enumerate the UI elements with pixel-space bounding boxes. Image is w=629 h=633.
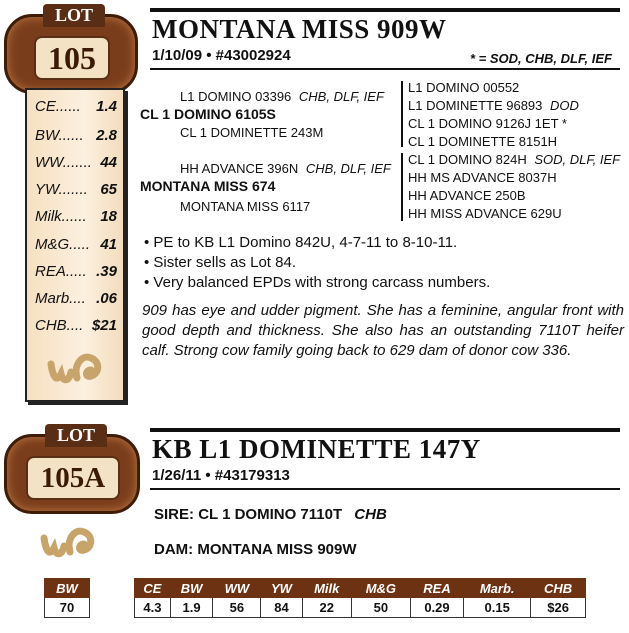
gen3-tag: DOD bbox=[550, 98, 579, 113]
epd-header: YW bbox=[261, 579, 302, 598]
pedigree-gen3 bbox=[408, 170, 557, 185]
lot-badge bbox=[4, 424, 138, 516]
gen3-name: HH MISS ADVANCE 629U bbox=[408, 206, 562, 221]
gen3-name: L1 DOMINO 00552 bbox=[408, 80, 520, 95]
epd-value: $21 bbox=[91, 317, 117, 334]
epd-value: 50 bbox=[351, 598, 410, 618]
pedigree-dam-sire bbox=[180, 161, 391, 176]
sire-name: CL 1 DOMINO 7110T bbox=[198, 506, 343, 523]
description: 909 has eye and udder pigment. She has a feminine, angular front with good depth and thickness. She also has an outstanding 7110T heifer calf. Strong cow family going back to 629 dam of donor cow 336. bbox=[142, 302, 624, 359]
gen3-name: CL 1 DOMINO 9126J 1ET * bbox=[408, 116, 567, 131]
lot-label: LOT bbox=[43, 4, 105, 27]
pedigree-gen3 bbox=[408, 188, 526, 203]
animal-name: KB L1 DOMINETTE 147Y bbox=[152, 434, 481, 464]
bw-header: BW bbox=[45, 579, 90, 598]
dam-sire-name: HH ADVANCE 396N bbox=[180, 161, 299, 176]
gen3-name: HH ADVANCE 250B bbox=[408, 188, 526, 203]
epd-value: 56 bbox=[213, 598, 261, 618]
dam-line bbox=[154, 541, 357, 558]
epd-label: CE...... bbox=[35, 98, 81, 115]
lot-number: 105 bbox=[34, 36, 110, 80]
epd-header: Marb. bbox=[464, 579, 531, 598]
epd-value: 44 bbox=[100, 154, 117, 171]
epd-label: M&G..... bbox=[35, 236, 91, 253]
pedigree-gen3 bbox=[408, 134, 557, 149]
bw-value: 70 bbox=[45, 598, 90, 618]
epd-table bbox=[134, 578, 586, 618]
epd-value: 65 bbox=[100, 181, 117, 198]
epd-value: .06 bbox=[96, 290, 117, 307]
epd-header: Milk bbox=[302, 579, 351, 598]
pedigree-divider bbox=[401, 81, 403, 147]
title-rule bbox=[150, 8, 620, 12]
epd-value: 2.8 bbox=[96, 127, 117, 144]
pedigree-gen3 bbox=[408, 80, 519, 95]
lot-number: 105A bbox=[26, 456, 120, 500]
gen3-tag: SOD, DLF, IEF bbox=[534, 152, 621, 167]
animal-name: MONTANA MISS 909W bbox=[152, 14, 447, 44]
ranch-brand-icon bbox=[47, 348, 107, 392]
epd-value: 1.4 bbox=[96, 98, 117, 115]
sire-tag: CHB bbox=[354, 506, 387, 523]
birth-date-registration: 1/10/09 • #43002924 bbox=[152, 47, 291, 64]
bullet-item: • Very balanced EPDs with strong carcass numbers. bbox=[144, 274, 491, 291]
gen3-name: HH MS ADVANCE 8037H bbox=[408, 170, 557, 185]
pedigree-gen3 bbox=[408, 98, 579, 113]
bullet-item: • Sister sells as Lot 84. bbox=[144, 254, 296, 271]
bullet-text: Sister sells as Lot 84. bbox=[153, 254, 296, 271]
title-rule bbox=[150, 428, 620, 432]
dam-name: MONTANA MISS 909W bbox=[197, 541, 357, 558]
sire-label: SIRE: bbox=[154, 506, 195, 523]
pedigree-sire: CL 1 DOMINO 6105S bbox=[140, 106, 276, 122]
pedigree-gen3 bbox=[408, 206, 562, 221]
pedigree-gen3 bbox=[408, 116, 567, 131]
epd-value: 41 bbox=[100, 236, 117, 253]
pedigree-sire-dam: CL 1 DOMINETTE 243M bbox=[180, 125, 324, 140]
dam-sire-tags: CHB, DLF, IEF bbox=[305, 161, 391, 176]
gen3-name: L1 DOMINETTE 96893 bbox=[408, 98, 543, 113]
pedigree-divider bbox=[401, 153, 403, 221]
dam-label: DAM: bbox=[154, 541, 194, 558]
epd-value: 84 bbox=[261, 598, 302, 618]
pedigree-dam-dam: MONTANA MISS 6117 bbox=[180, 199, 311, 214]
epd-value: $26 bbox=[531, 598, 586, 618]
sire-sire-name: L1 DOMINO 03396 bbox=[180, 89, 292, 104]
epd-header: BW bbox=[170, 579, 213, 598]
epd-label: CHB.... bbox=[35, 317, 84, 334]
lot-label: LOT bbox=[45, 424, 107, 447]
header-rule bbox=[150, 68, 620, 70]
pedigree-dam: MONTANA MISS 674 bbox=[140, 178, 276, 194]
epd-value: 22 bbox=[302, 598, 351, 618]
epd-value: 18 bbox=[100, 208, 117, 225]
header-rule bbox=[150, 488, 620, 490]
gen3-name: CL 1 DOMINO 824H bbox=[408, 152, 527, 167]
epd-label: WW....... bbox=[35, 154, 92, 171]
bullet-item: • PE to KB L1 Domino 842U, 4-7-11 to 8-10-11. bbox=[144, 234, 458, 251]
lot-badge bbox=[4, 4, 138, 96]
pedigree-gen3 bbox=[408, 152, 620, 167]
pedigree-legend: * = SOD, CHB, DLF, IEF bbox=[470, 51, 612, 66]
bullet-text: Very balanced EPDs with strong carcass numbers. bbox=[153, 274, 491, 291]
ranch-brand-icon bbox=[40, 522, 100, 566]
birth-weight-table bbox=[44, 578, 90, 618]
sire-line bbox=[154, 506, 387, 523]
epd-label: YW....... bbox=[35, 181, 88, 198]
epd-header: WW bbox=[213, 579, 261, 598]
epd-label: Marb.... bbox=[35, 290, 86, 307]
epd-value: .39 bbox=[96, 263, 117, 280]
birth-date-registration: 1/26/11 • #43179313 bbox=[152, 467, 290, 484]
sire-sire-tags: CHB, DLF, IEF bbox=[298, 89, 384, 104]
bullet-text: PE to KB L1 Domino 842U, 4-7-11 to 8-10-11. bbox=[153, 234, 458, 251]
epd-panel bbox=[25, 88, 125, 402]
epd-value: 4.3 bbox=[135, 598, 171, 618]
epd-value: 0.15 bbox=[464, 598, 531, 618]
epd-label: Milk...... bbox=[35, 208, 87, 225]
epd-value: 1.9 bbox=[170, 598, 213, 618]
epd-header: M&G bbox=[351, 579, 410, 598]
epd-value: 0.29 bbox=[410, 598, 463, 618]
epd-header: CHB bbox=[531, 579, 586, 598]
epd-label: REA..... bbox=[35, 263, 87, 280]
gen3-name: CL 1 DOMINETTE 8151H bbox=[408, 134, 558, 149]
epd-header: CE bbox=[135, 579, 171, 598]
epd-label: BW...... bbox=[35, 127, 84, 144]
pedigree-sire-sire bbox=[180, 89, 384, 104]
epd-header: REA bbox=[410, 579, 463, 598]
